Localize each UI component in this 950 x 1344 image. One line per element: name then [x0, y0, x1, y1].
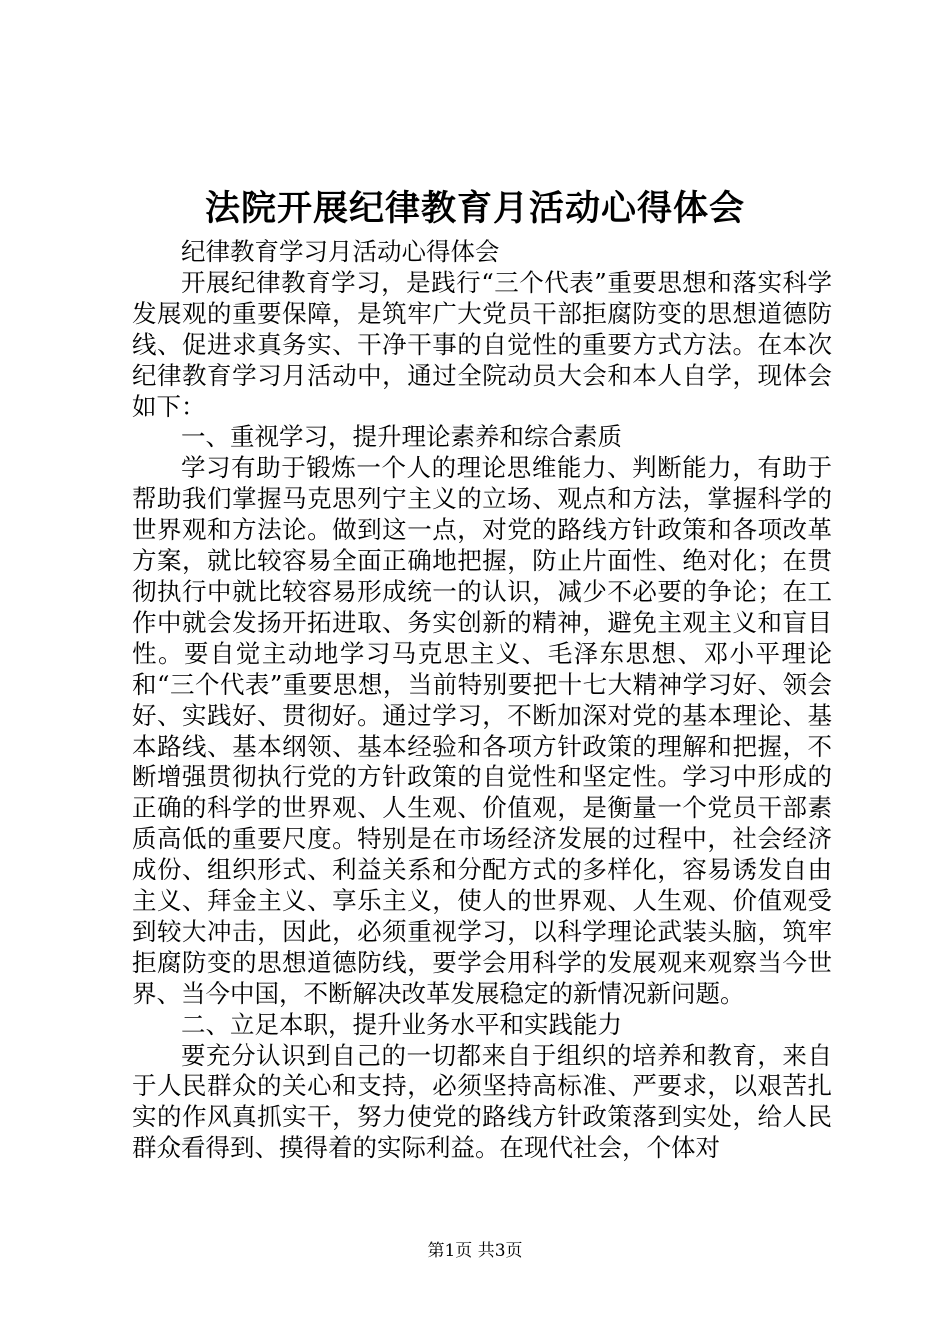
section-heading-2: 二、立足本职，提升业务水平和实践能力	[181, 1009, 622, 1039]
document-title: 法院开展纪律教育月活动心得体会	[204, 188, 745, 229]
section-heading-1: 一、重视学习，提升理论素养和综合素质	[181, 422, 622, 452]
paragraph-section-1: 学习有助于锻炼一个人的理论思维能力、判断能力，有助于帮助我们掌握马克思列宁主义的立场、观点和方法，掌握科学的世界观和方法论。做到这一点，对党的路线方针政策和各项改革方案，就比较容易全面正确地把握，防止片面性、绝对化；在贯彻执行中就比较容易形成统一的认识，减少不必要的争论；在工作中就会发扬开拓进取、务实创新的精神，避免主观主义和盲目性。要自觉主动地学习马克思主义、毛泽东思想、邓小平理论和“三个代表”重要思想，当前特别要把十七大精神学习好、领会好、实践好、贯彻好。通过学习，不断加深对党的基本理论、基本路线、基本纲领、基本经验和各项方针政策的理解和把握，不断增强贯彻执行党的方针政策的自觉性和坚定性。学习中形成的正确的科学的世界观、人生观、价值观，是衡量一个党员干部素质高低的重要尺度。特别是在市场经济发展的过程中，社会经济成份、组织形式、利益关系和分配方式的多样化，容易诱发自由主义、拜金主义、享乐主义，使人的世界观、人生观、价值观受到较大冲击，因此，必须重视学习，以科学理论武装头脑，筑牢拒腐防变的思想道德防线，要学会用科学的发展观来观察当今世界、当今中国，不断解决改革发展稳定的新情况新问题。	[132, 453, 832, 1008]
document-body	[132, 237, 832, 1164]
paragraph-section-2: 要充分认识到自己的一切都来自于组织的培养和教育，来自于人民群众的关心和支持，必须坚持高标准、严要求，以艰苦扎实的作风真抓实干，努力使党的路线方针政策落到实处，给人民群众看得到、摸得着的实际利益。在现代社会，个体对	[132, 1040, 832, 1163]
page-footer: 第1页 共3页	[427, 1241, 523, 1261]
paragraph-intro: 开展纪律教育学习，是践行“三个代表”重要思想和落实科学发展观的重要保障，是筑牢广大党员干部拒腐防变的思想道德防线、促进求真务实、干净干事的自觉性的重要方式方法。在本次纪律教育学习月活动中，通过全院动员大会和本人自学，现体会如下：	[132, 267, 832, 421]
document-subtitle: 纪律教育学习月活动心得体会	[181, 237, 500, 266]
